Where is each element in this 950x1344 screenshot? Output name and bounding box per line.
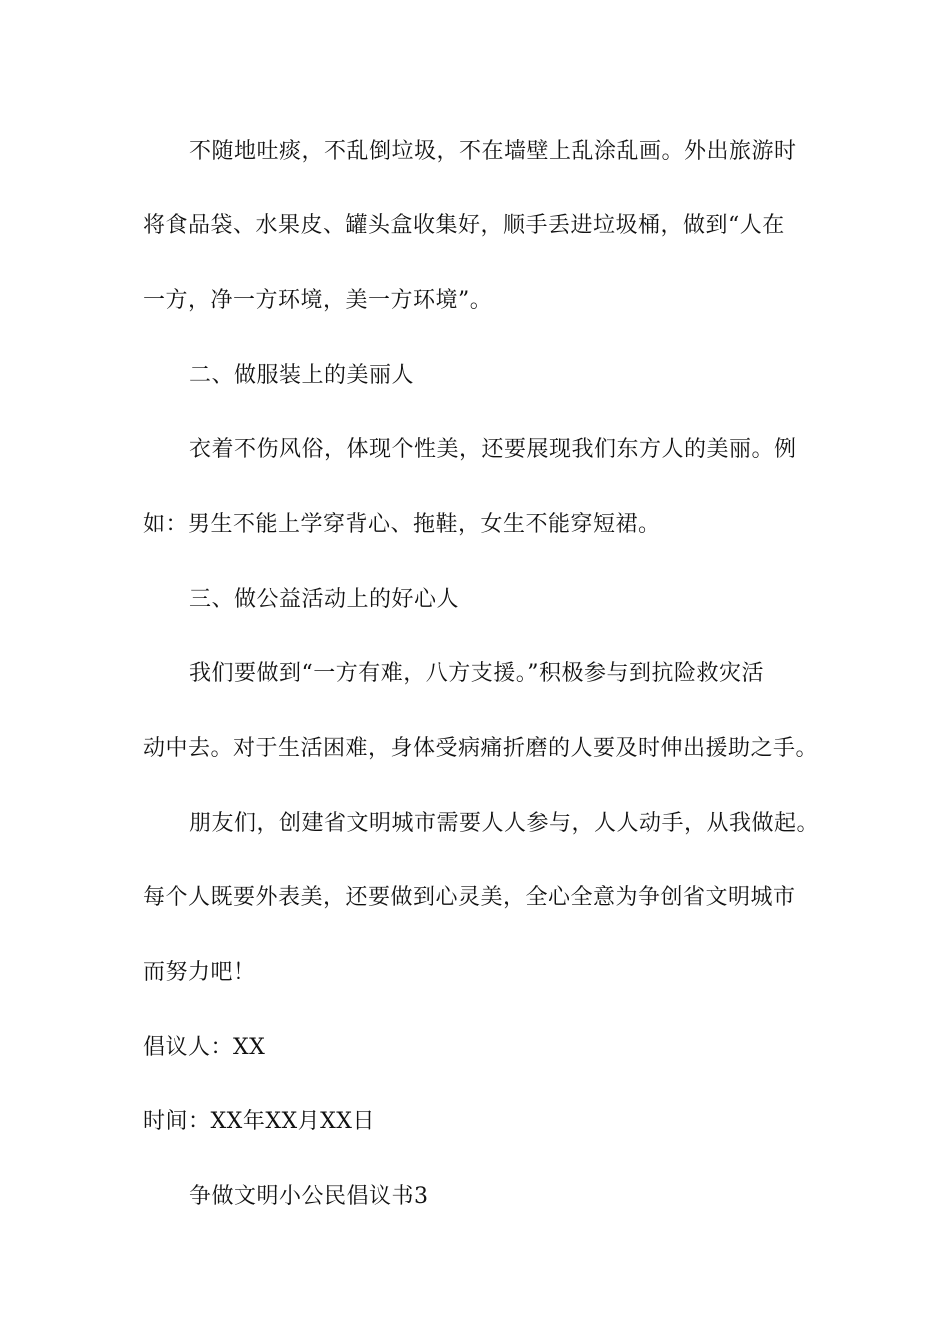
section-heading: 二、做服装上的美丽人 bbox=[189, 363, 415, 388]
paragraph-line: 而努力吧！ bbox=[143, 960, 256, 985]
paragraph-line: 动中去。对于生活困难，身体受病痛折磨的人要及时伸出援助之手。 bbox=[143, 736, 819, 761]
paragraph-line: 我们要做到“一方有难，八方支援。”积极参与到抗险救灾活 bbox=[189, 661, 764, 686]
section-heading: 三、做公益活动上的好心人 bbox=[189, 587, 460, 612]
paragraph-line: 将食品袋、水果皮、罐头盒收集好，顺手丢进垃圾桶，做到“人在 bbox=[143, 213, 785, 238]
paragraph-line: 衣着不伤风俗，体现个性美，还要展现我们东方人的美丽。例 bbox=[189, 437, 797, 462]
paragraph-line: 每个人既要外表美，还要做到心灵美，全心全意为争创省文明城市 bbox=[143, 885, 796, 910]
paragraph-line: 不随地吐痰，不乱倒垃圾，不在墙壁上乱涂乱画。外出旅游时 bbox=[189, 139, 797, 164]
initiator-line: 倡议人：XX bbox=[143, 1035, 266, 1060]
date-line: 时间：XX年XX月XX日 bbox=[143, 1109, 375, 1134]
next-document-title: 争做文明小公民倡议书3 bbox=[189, 1184, 429, 1209]
paragraph-line: 一方，净一方环境，美一方环境”。 bbox=[143, 288, 493, 313]
paragraph-line: 如：男生不能上学穿背心、拖鞋，女生不能穿短裙。 bbox=[143, 512, 661, 537]
paragraph-line: 朋友们，创建省文明城市需要人人参与，人人动手，从我做起。 bbox=[189, 811, 820, 836]
